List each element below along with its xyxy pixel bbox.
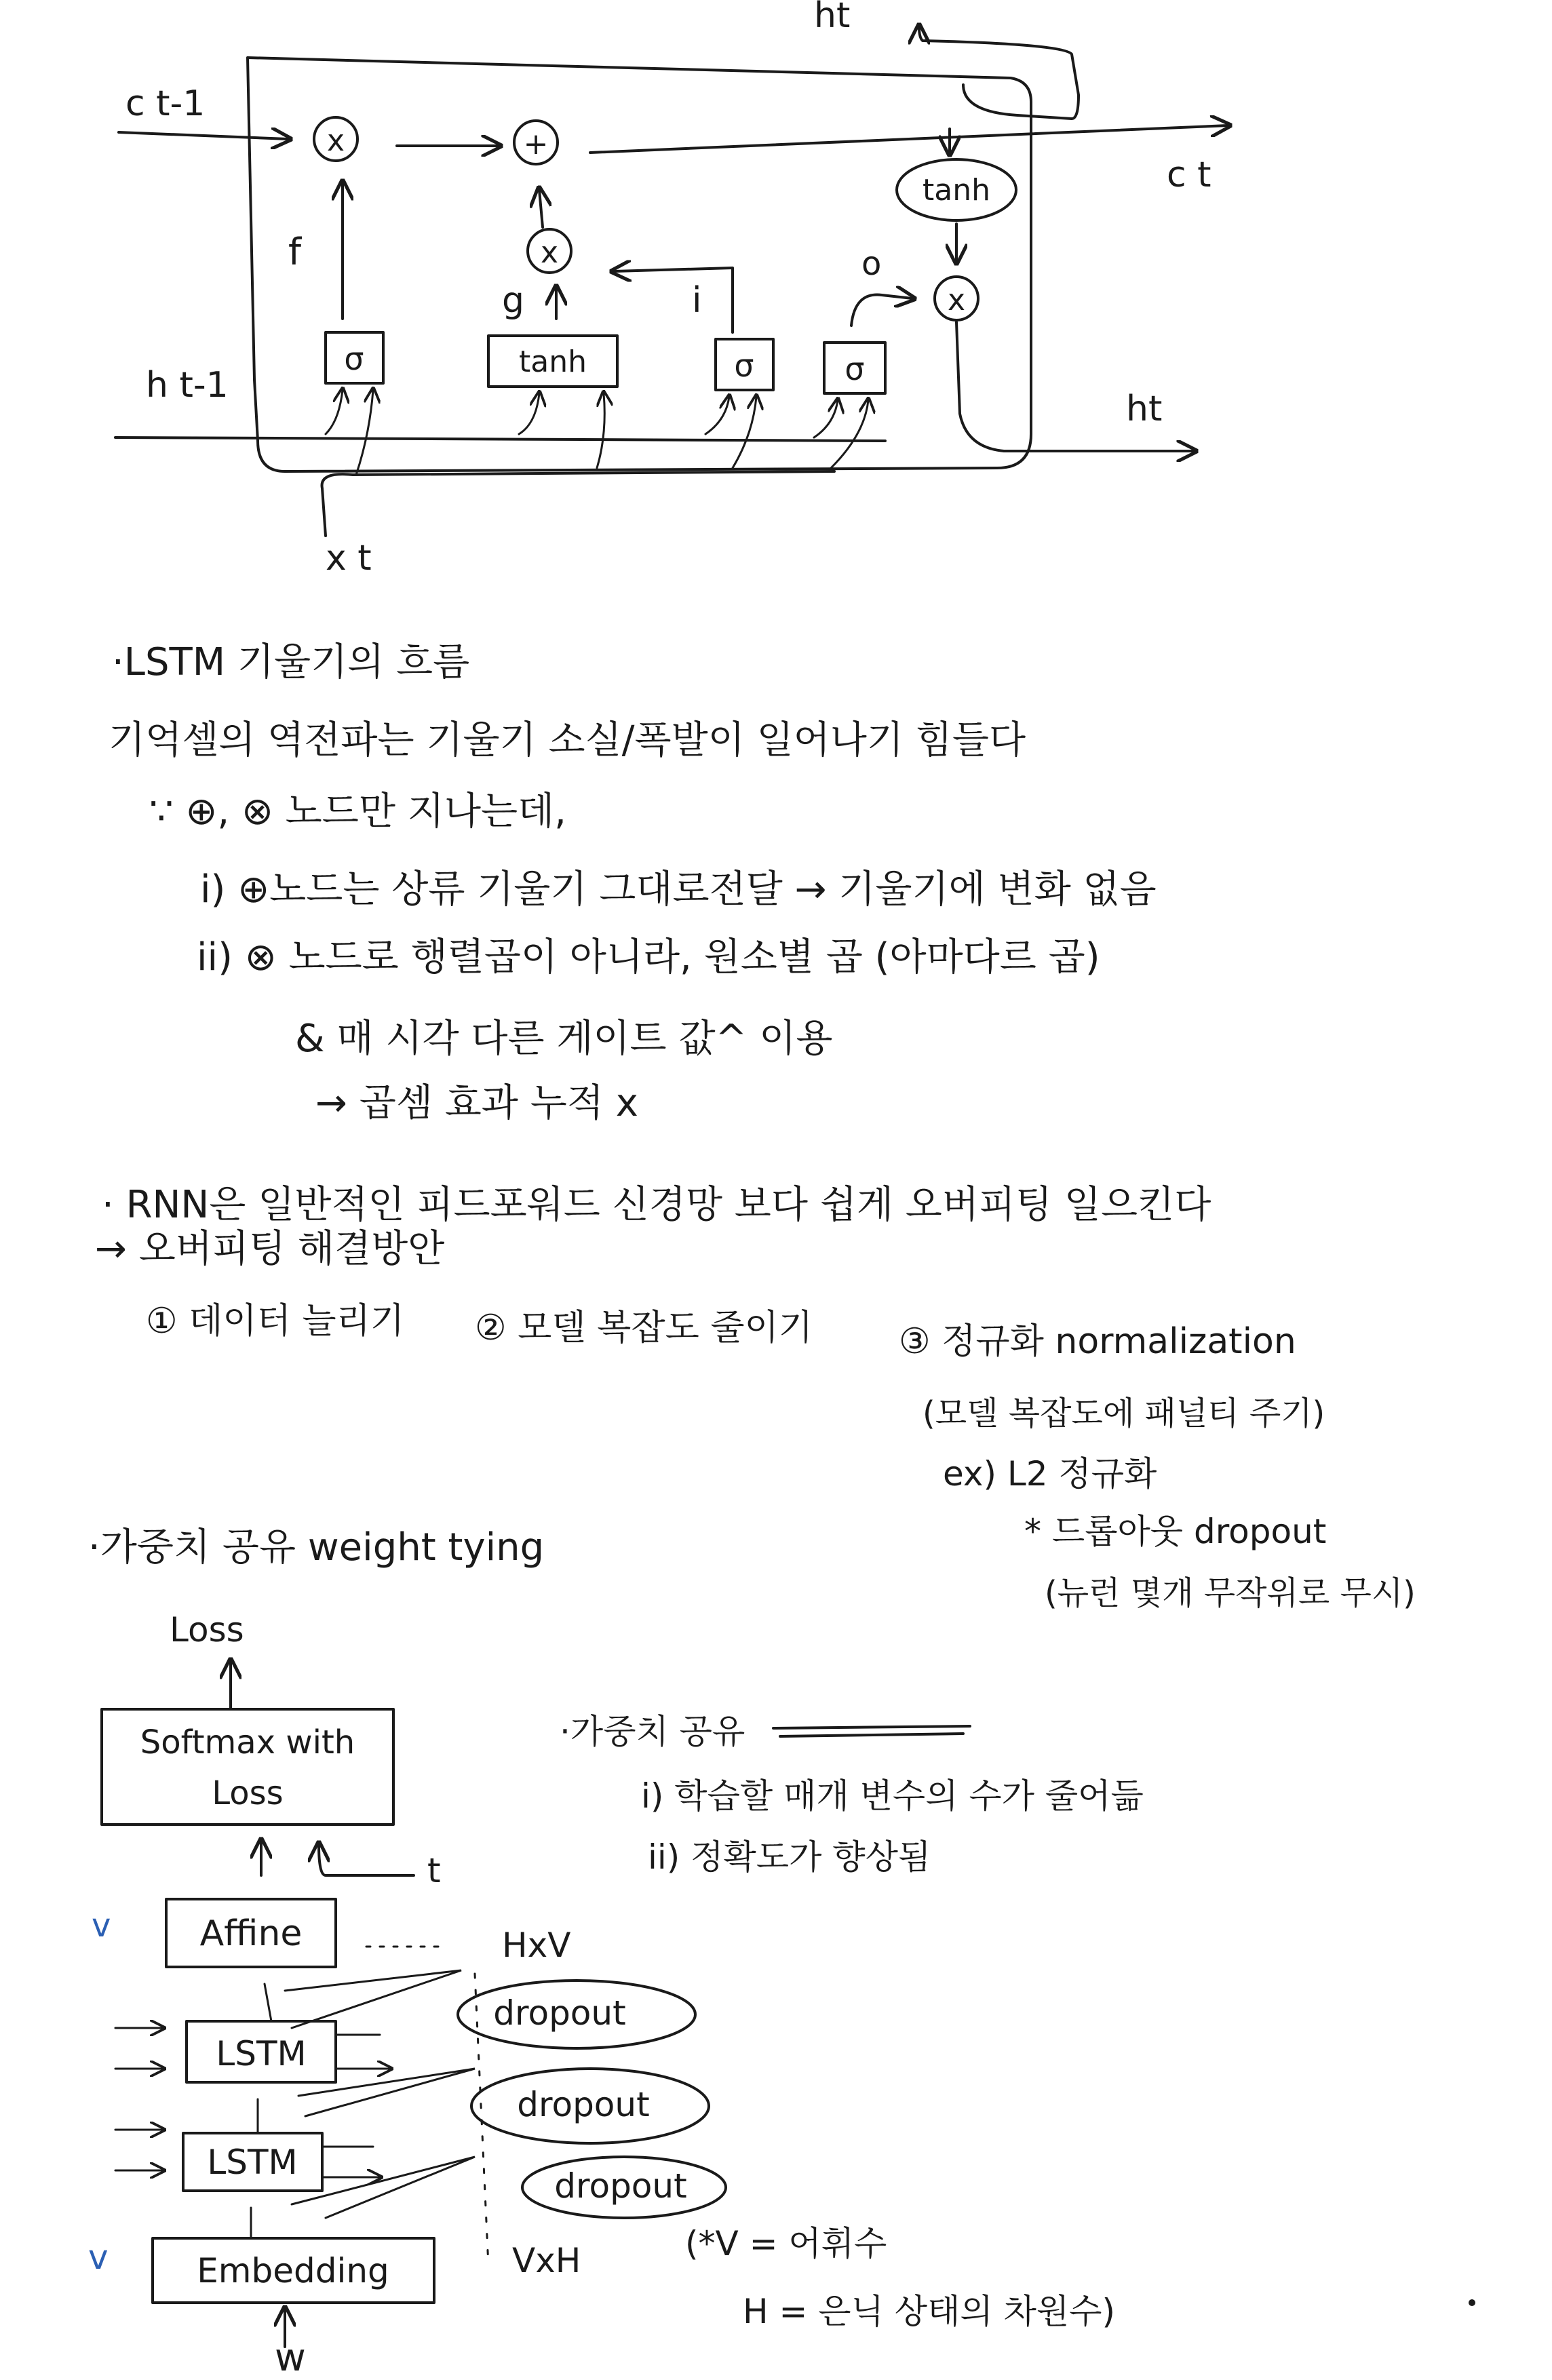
embedding-label: Embedding <box>197 2251 389 2290</box>
output-sigma: σ <box>845 351 865 387</box>
ht-top-path <box>919 27 1079 119</box>
zigzag-1 <box>265 1970 461 2028</box>
note-line-7: → 오버피팅 해결방안 <box>95 1227 445 1271</box>
feed-tanh-1 <box>519 393 539 434</box>
loss-label: Loss <box>170 1610 244 1650</box>
embedding-checkmark: v <box>88 2238 109 2277</box>
feed-input-2 <box>733 397 756 468</box>
tanh-ellipse-label: tanh <box>923 173 990 208</box>
dropout-label-2: dropout <box>517 2085 650 2124</box>
tying-point-1: i) 학습할 매개 변수의 수가 줄어듦 <box>641 1776 1144 1816</box>
lstm-upper-recurrent <box>336 2035 390 2069</box>
g-label: g <box>502 280 525 321</box>
note-v: (*V = 어휘수 <box>685 2224 887 2263</box>
lstm-lower-label: LSTM <box>207 2143 298 2182</box>
feed-forget-2 <box>356 390 373 475</box>
x-input-label: x t <box>326 538 372 579</box>
feed-output-1 <box>814 400 838 437</box>
heading-weight-tying: ·가중치 공유 weight tying <box>88 1525 545 1569</box>
weight-tying-diagram <box>88 1610 1475 2380</box>
feed-input-1 <box>705 397 729 434</box>
note-line-4: ii) ⊗ 노드로 행렬곱이 아니라, 원소별 곱 (아마다르 곱) <box>197 935 1100 979</box>
dropout-label-3: dropout <box>554 2166 687 2206</box>
solution-3-dropout-detail: (뉴런 몇개 무작위로 무시) <box>1045 1574 1416 1612</box>
h-out-label: ht <box>1126 389 1163 429</box>
output-multiply-symbol: x <box>947 283 966 317</box>
softmax-label-line1: Softmax with <box>140 1723 355 1761</box>
ht-top-label: ht <box>814 0 851 36</box>
heading-gradient-flow: ·LSTM 기울기의 흐름 <box>112 640 470 684</box>
i-label: i <box>692 280 702 321</box>
feed-tanh-2 <box>597 393 604 468</box>
lstm-lower-recurrent <box>322 2147 380 2177</box>
solution-3-dropout: * 드롭아웃 dropout <box>1024 1512 1327 1551</box>
h-prev-line <box>115 437 885 441</box>
notes-section <box>88 640 1416 2331</box>
c-next-arrow <box>590 125 1228 153</box>
dropout-label-1: dropout <box>493 1993 626 2033</box>
input-sigma: σ <box>734 347 754 384</box>
i-arrow <box>614 268 733 332</box>
c-prev-arrow <box>119 132 288 139</box>
h-out-arrow <box>956 322 1194 451</box>
input-multiply-symbol: x <box>540 235 559 270</box>
softmax-label-line2: Loss <box>212 1774 284 1812</box>
solution-3-example: ex) L2 정규화 <box>943 1454 1157 1494</box>
tying-point-2: ii) 정확도가 향상됨 <box>648 1837 931 1877</box>
tanh-box-label: tanh <box>519 345 587 379</box>
h-prev-label: h t-1 <box>146 365 229 406</box>
o-arrow <box>851 295 912 326</box>
dotted-link <box>475 1974 488 2265</box>
solution-2: ② 모델 복잡도 줄이기 <box>475 1308 813 1348</box>
mult-to-add-arrow <box>539 190 543 227</box>
tying-title: ·가중치 공유 <box>560 1712 745 1751</box>
w-label: w <box>275 2336 306 2380</box>
feed-forget-1 <box>326 390 343 434</box>
stray-dot <box>1469 2299 1475 2306</box>
zigzag-2 <box>258 2069 475 2133</box>
feed-output-2 <box>831 400 868 468</box>
hxv-label: HxV <box>502 1926 571 1965</box>
heading-rnn-overfitting: · RNN은 일반적인 피드포워드 신경망 보다 쉽게 오버피팅 일으킨다 <box>102 1183 1211 1227</box>
note-line-6: → 곱셈 효과 누적 x <box>315 1081 638 1125</box>
forget-sigma: σ <box>344 340 364 377</box>
solution-3: ③ 정규화 normalization <box>899 1321 1296 1362</box>
c-next-label: c t <box>1167 155 1211 195</box>
t-label: t <box>427 1851 441 1890</box>
note-line-3: i) ⊕노드는 상류 기울기 그대로전달 → 기울기에 변화 없음 <box>200 867 1157 912</box>
x-input-line <box>322 471 834 536</box>
note-h: H = 은닉 상태의 차원수) <box>743 2292 1115 2331</box>
add-symbol: + <box>523 127 549 161</box>
solution-3-detail: (모델 복잡도에 패널티 주기) <box>923 1394 1325 1432</box>
note-line-1: 기억셀의 역전파는 기울기 소실/폭발이 일어나기 힘들다 <box>109 718 1026 762</box>
vxh-label: VxH <box>512 2241 581 2280</box>
scribble-strikeout <box>773 1726 970 1736</box>
f-label: f <box>288 231 302 273</box>
o-label: o <box>861 245 882 283</box>
solution-1: ① 데이터 늘리기 <box>146 1301 405 1342</box>
lstm-upper-label: LSTM <box>216 2034 307 2073</box>
c-prev-label: c t-1 <box>125 83 206 124</box>
t-arrow <box>319 1845 414 1875</box>
forget-multiply-symbol: x <box>326 123 345 158</box>
affine-label: Affine <box>199 1913 303 1954</box>
cell-outline <box>248 58 1031 471</box>
note-line-5: & 매 시각 다른 게이트 값^ 이용 <box>295 1017 833 1061</box>
lstm-cell-diagram <box>115 0 1228 579</box>
note-line-2: ∵ ⊕, ⊗ 노드만 지나는데, <box>149 789 566 834</box>
affine-checkmark: v <box>92 1907 111 1945</box>
